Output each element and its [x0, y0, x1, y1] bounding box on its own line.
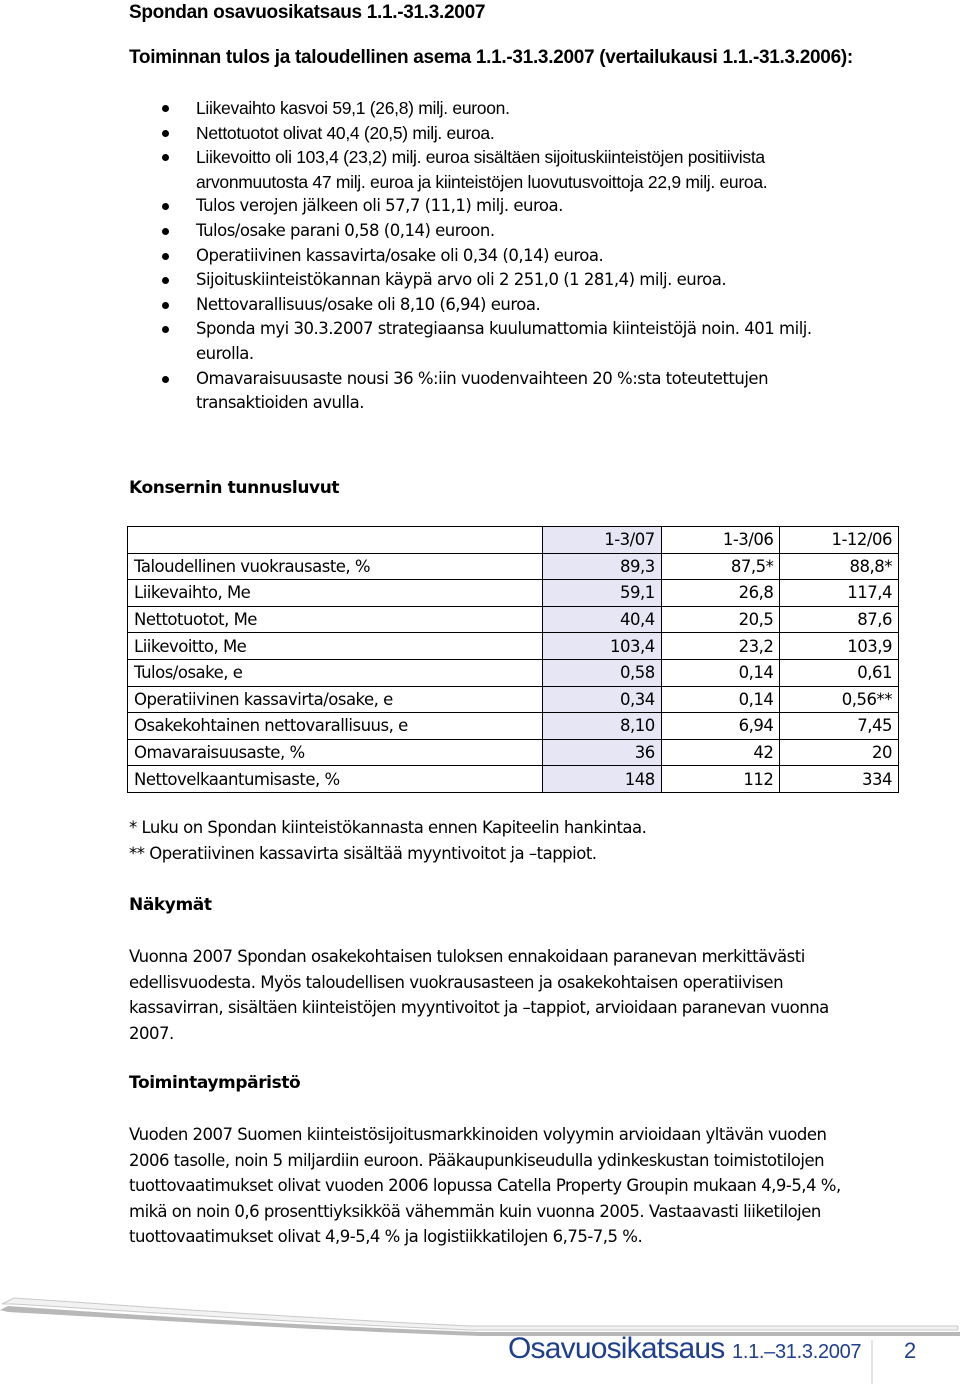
current-period-value: 0,34: [543, 686, 662, 713]
table-row: [128, 553, 899, 580]
table-row: [128, 739, 899, 766]
footer-period: 1.1.–31.3.2007: [732, 1341, 862, 1363]
current-period-value: 36: [543, 739, 662, 766]
full-year-value: 117,4: [780, 580, 899, 607]
report-title: Spondan osavuosikatsaus 1.1.-31.3.2007: [129, 2, 486, 23]
list-item: Liikevoitto oli 103,4 (23,2) milj. euroa sisältäen sijoituskiinteistöjen positiivista arvonmuutosta 47 milj. euroa ja kiinteistöjen luovutusvoittoja 22,9 milj. euroa.: [150, 145, 830, 194]
column-header: 1-3/07: [543, 527, 662, 554]
environment-heading: Toimintaympäristö: [129, 1073, 301, 1093]
full-year-value: 7,45: [780, 713, 899, 740]
list-item: Tulos verojen jälkeen oli 57,7 (11,1) milj. euroa.: [150, 194, 830, 219]
table-corner-cell: [128, 527, 543, 554]
current-period-value: 148: [543, 766, 662, 793]
current-period-value: 40,4: [543, 606, 662, 633]
comparison-value: 87,5*: [661, 553, 780, 580]
section-title: Toiminnan tulos ja taloudellinen asema 1.1.-31.3.2007 (vertailukausi 1.1.-31.3.2006):: [129, 47, 853, 68]
comparison-value: 20,5: [661, 606, 780, 633]
outlook-paragraph: [129, 944, 849, 1046]
bullet-icon: [162, 326, 169, 333]
table-row: [128, 659, 899, 686]
row-label: Nettotuotot, Me: [128, 606, 543, 633]
bullet-icon: [162, 376, 169, 383]
comparison-value: 0,14: [661, 686, 780, 713]
row-label: Osakekohtainen nettovarallisuus, e: [128, 713, 543, 740]
row-label: Nettovelkaantumisaste, %: [128, 766, 543, 793]
list-item: Operatiivinen kassavirta/osake oli 0,34 (0,14) euroa.: [150, 244, 830, 269]
current-period-value: 59,1: [543, 580, 662, 607]
table-row: [128, 686, 899, 713]
row-label: Operatiivinen kassavirta/osake, e: [128, 686, 543, 713]
column-header: 1-3/06: [661, 527, 780, 554]
full-year-value: 0,56**: [780, 686, 899, 713]
bullet-icon: [162, 228, 169, 235]
current-period-value: 89,3: [543, 553, 662, 580]
highlights-list: [150, 96, 830, 416]
footer-swoosh: [2, 1298, 958, 1330]
comparison-value: 23,2: [661, 633, 780, 660]
environment-text: Vuoden 2007 Suomen kiinteistösijoitusmarkkinoiden volyymin arvioidaan yltävän vuoden 2006 tasolle, noin 5 miljardiin euroon. Pääkaupunkiseudulla ydinkeskustan toimistotilojen tuottovaatimukset olivat vuoden 2006 lopussa Catella Property Groupin mukaan 4,9-5,4 %, mikä on noin 0,6 prosenttiyksikköä vähemmän kuin vuonna 2005. Vastaavasti liiketilojen tuottovaatimukset olivat 4,9-5,4 % ja logistiikkatilojen 6,75-7,5 %.: [129, 1125, 841, 1247]
bullet-icon: [162, 277, 169, 284]
footer-title: [508, 1332, 861, 1366]
footer-title-text: Osavuosikatsaus: [508, 1332, 725, 1365]
comparison-value: 42: [661, 739, 780, 766]
comparison-value: 26,8: [661, 580, 780, 607]
column-header: 1-12/06: [780, 527, 899, 554]
footnote-occupancy: * Luku on Spondan kiinteistökannasta ennen Kapiteelin hankintaa.: [129, 818, 647, 837]
kpi-heading: Konsernin tunnusluvut: [129, 478, 340, 498]
bullet-icon: [162, 203, 169, 210]
bullet-icon: [162, 154, 169, 161]
current-period-value: 8,10: [543, 713, 662, 740]
current-period-value: 0,58: [543, 659, 662, 686]
full-year-value: 88,8*: [780, 553, 899, 580]
kpi-table: [127, 526, 899, 793]
row-label: Liikevaihto, Me: [128, 580, 543, 607]
list-item: Sijoituskiinteistökannan käypä arvo oli 2 251,0 (1 281,4) milj. euroa.: [150, 268, 830, 293]
row-label: Liikevoitto, Me: [128, 633, 543, 660]
comparison-value: 0,14: [661, 659, 780, 686]
bullet-icon: [162, 253, 169, 260]
full-year-value: 87,6: [780, 606, 899, 633]
bullet-icon: [162, 302, 169, 309]
page-number: 2: [904, 1338, 917, 1363]
full-year-value: 103,9: [780, 633, 899, 660]
footnote-cashflow: ** Operatiivinen kassavirta sisältää myyntivoitot ja –tappiot.: [129, 844, 597, 863]
outlook-heading: Näkymät: [129, 895, 212, 915]
full-year-value: 20: [780, 739, 899, 766]
table-row: [128, 606, 899, 633]
table-row: [128, 633, 899, 660]
full-year-value: 334: [780, 766, 899, 793]
current-period-value: 103,4: [543, 633, 662, 660]
list-item: Nettotuotot olivat 40,4 (20,5) milj. euroa.: [150, 121, 830, 146]
bullet-icon: [162, 105, 169, 112]
row-label: Taloudellinen vuokrausaste, %: [128, 553, 543, 580]
bullet-icon: [162, 130, 169, 137]
table-row: [128, 580, 899, 607]
comparison-value: 6,94: [661, 713, 780, 740]
outlook-text: Vuonna 2007 Spondan osakekohtaisen tuloksen ennakoidaan paranevan merkittävästi edellisvuodesta. Myös taloudellisen vuokrausasteen ja osakekohtaisen operatiivisen kassavirran, sisältäen kiinteistöjen myyntivoitot ja –tappiot, arvioidaan paranevan vuonna 2007.: [129, 947, 829, 1043]
row-label: Omavaraisuusaste, %: [128, 739, 543, 766]
table-row: [128, 713, 899, 740]
comparison-value: 112: [661, 766, 780, 793]
table-header-row: [128, 527, 899, 554]
list-item: Tulos/osake parani 0,58 (0,14) euroon.: [150, 219, 830, 244]
row-label: Tulos/osake, e: [128, 659, 543, 686]
list-item: Nettovarallisuus/osake oli 8,10 (6,94) euroa.: [150, 293, 830, 318]
table-row: [128, 766, 899, 793]
list-item: Omavaraisuusaste nousi 36 %:iin vuodenvaihteen 20 %:sta toteutettujen transaktioiden avulla.: [150, 367, 830, 416]
list-item: Sponda myi 30.3.2007 strategiaansa kuulumattomia kiinteistöjä noin. 401 milj. eurolla.: [150, 317, 830, 366]
environment-paragraph: [129, 1122, 849, 1250]
list-item: Liikevaihto kasvoi 59,1 (26,8) milj. euroon.: [150, 96, 830, 121]
full-year-value: 0,61: [780, 659, 899, 686]
